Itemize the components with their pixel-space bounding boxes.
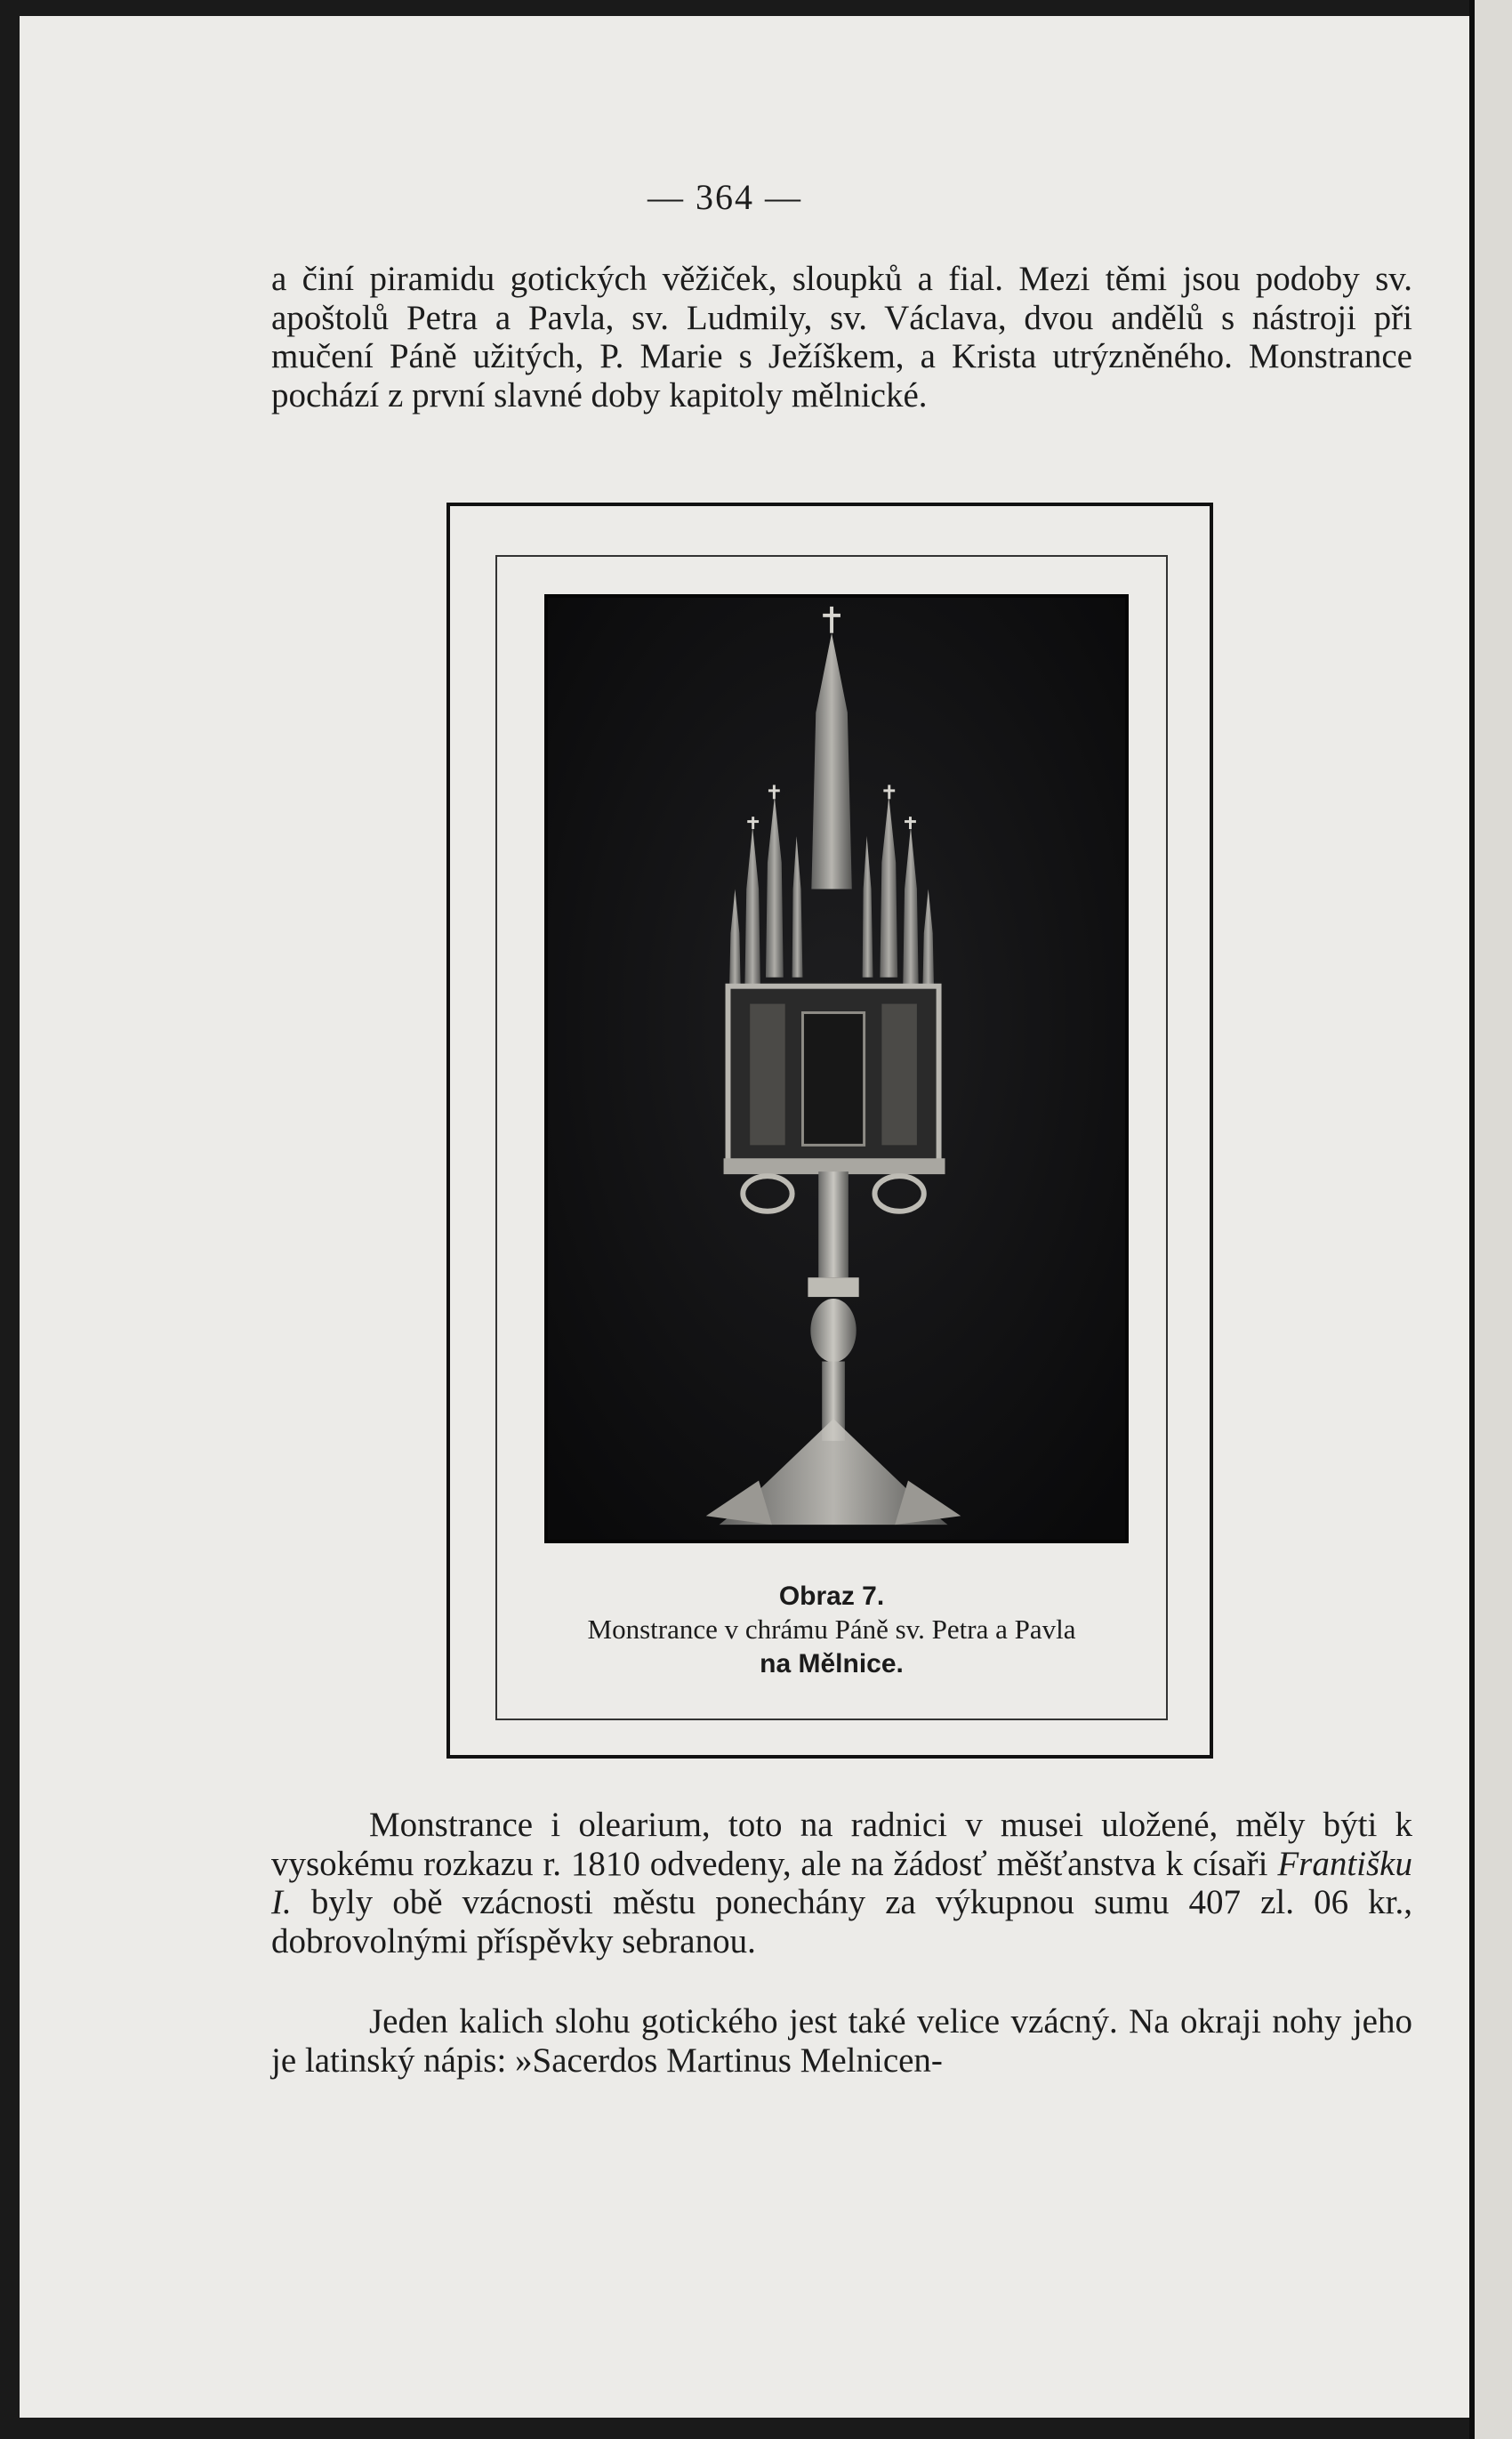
monstrance-photo [544,594,1129,1543]
paragraph-2-start: Monstrance i olearium, toto na radnici v musei uložené, měly býti k vysokému rozkazu r. 1810 odvedeny, ale na žádosť měšťanstva k císaři [271,1806,1412,1883]
paragraph-1: a činí piramidu gotických věžiček, sloupků a fial. Mezi těmi jsou podoby sv. apoštolů Petra a Pavla, sv. Ludmily, sv. Václava, dvou andělů s nástroji při mučení Páně užitých, P. Marie s Ježíškem, a Krista utrýzněného. Monstrance pochází z první slavné doby kapitoly mělnické. [271,260,1412,415]
monstrance-illustration [548,598,1125,1540]
figure-title: Monstrance v chrámu Páně sv. Petra a Pavla [587,1614,1076,1645]
emperor-name: Františku I. [271,1844,1412,1921]
top-cross [830,607,833,633]
figure-location: na Mělnice. [760,1649,904,1678]
page-edge [1469,0,1512,2439]
page-number: — 364 — [647,177,802,217]
paragraph-2 [271,1806,1412,1960]
figure-label: Obraz 7. [778,1582,885,1611]
paragraph-2-end: byly obě vzácnosti městu ponechány za výkupnou sumu 407 zl. 06 kr., dobrovolnými příspěvky sebranou. [271,1883,1412,1960]
paragraph-3: Jeden kalich slohu gotického jest také velice vzácný. Na okraji nohy jeho je latinský nápis: »Sacerdos Martinus Melnicen- [271,2002,1412,2080]
monstrance-stem [818,1171,848,1277]
